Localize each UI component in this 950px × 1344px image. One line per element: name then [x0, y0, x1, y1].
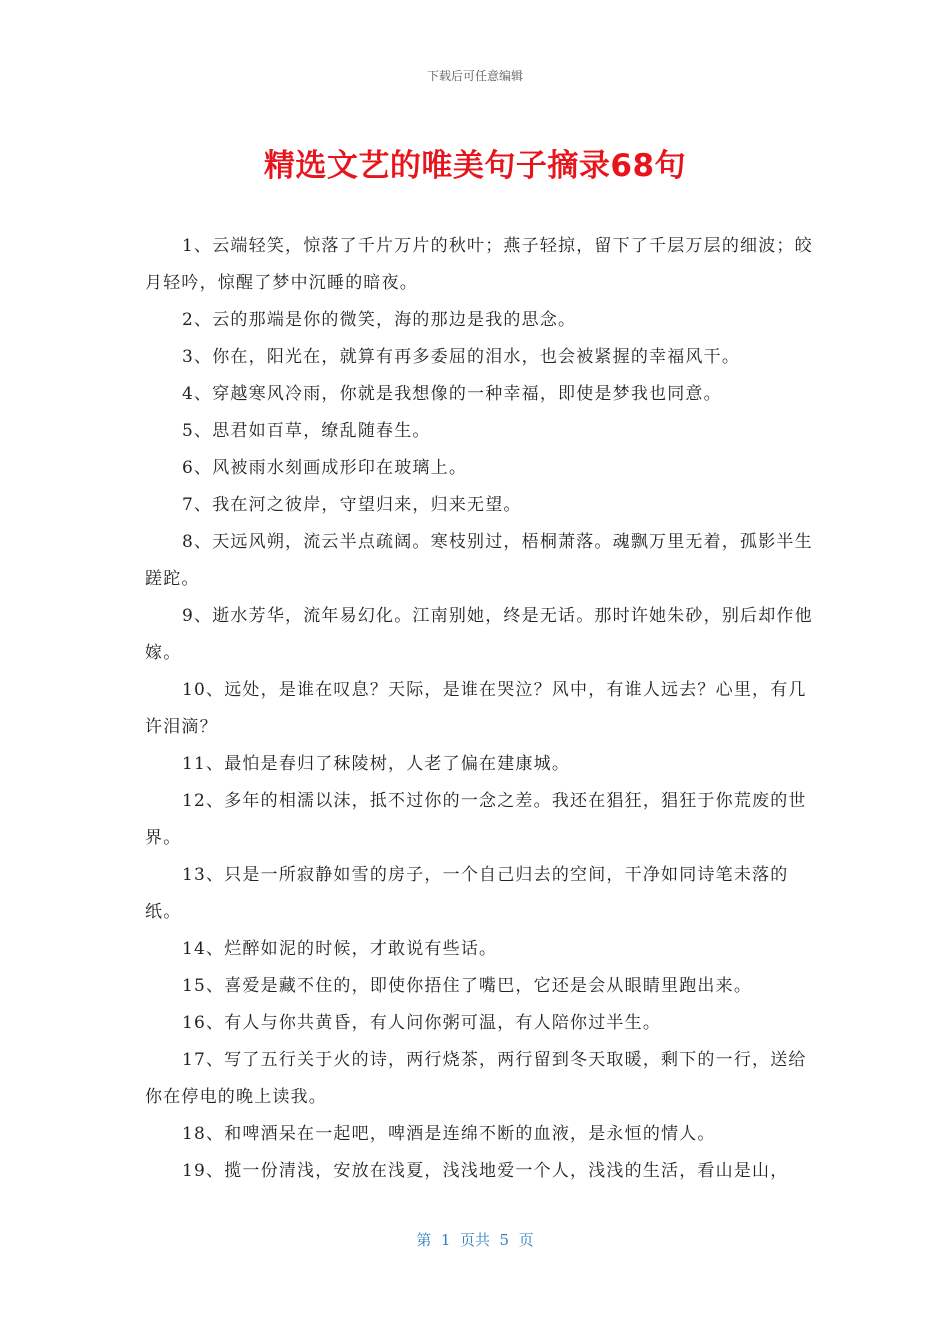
paragraph-14: 14、烂醉如泥的时候，才敢说有些话。 — [182, 939, 498, 959]
paragraph-7: 7、我在河之彼岸，守望归来，归来无望。 — [182, 495, 522, 515]
paragraph-11: 11、最怕是春归了秣陵树，人老了偏在建康城。 — [182, 754, 571, 774]
paragraph-8: 8、天远风朔，流云半点疏阔。寒枝别过，梧桐萧落。魂飘万里无着，孤影半生蹉跎。 — [145, 532, 813, 589]
paragraph-17: 17、写了五行关于火的诗，两行烧茶，两行留到冬天取暖，剩下的一行，送给你在停电的晚上读我。 — [145, 1050, 807, 1107]
paragraph-2: 2、云的那端是你的微笑，海的那边是我的思念。 — [182, 310, 577, 330]
page-footer: 第 1 页共 5 页 — [416, 1231, 534, 1249]
paragraph-16: 16、有人与你共黄昏，有人问你粥可温，有人陪你过半生。 — [182, 1013, 662, 1033]
paragraph-18: 18、和啤酒呆在一起吧，啤酒是连绵不断的血液，是永恒的情人。 — [182, 1124, 716, 1144]
paragraph-5: 5、思君如百草，缭乱随春生。 — [182, 421, 431, 441]
paragraph-12: 12、多年的相濡以沫，抵不过你的一念之差。我还在猖狂，猖狂于你荒废的世界。 — [145, 791, 807, 848]
paragraph-4: 4、穿越寒风冷雨，你就是我想像的一种幸福，即使是梦我也同意。 — [182, 384, 722, 404]
paragraph-10: 10、远处，是谁在叹息？天际，是谁在哭泣？风中，有谁人远去？心里，有几许泪滴？ — [145, 680, 807, 737]
paragraph-3: 3、你在，阳光在，就算有再多委屈的泪水，也会被紧握的幸福风干。 — [182, 347, 741, 367]
paragraph-1: 1、云端轻笑，惊落了千片万片的秋叶；燕子轻掠，留下了千层万层的细波；皎月轻吟，惊醒了梦中沉睡的暗夜。 — [145, 236, 813, 293]
paragraph-15: 15、喜爱是藏不住的，即使你捂住了嘴巴，它还是会从眼睛里跑出来。 — [182, 976, 753, 996]
document-body — [145, 228, 815, 1190]
paragraph-19: 19、揽一份清浅，安放在浅夏，浅浅地爱一个人，浅浅的生活，看山是山， — [182, 1161, 789, 1181]
paragraph-6: 6、风被雨水刻画成形印在玻璃上。 — [182, 458, 468, 478]
paragraph-9: 9、逝水芳华，流年易幻化。江南别她，终是无话。那时许她朱砂，别后却作他嫁。 — [145, 606, 813, 663]
document-title: 精选文艺的唯美句子摘录68句 — [263, 148, 687, 184]
header-note: 下载后可任意编辑 — [426, 69, 523, 83]
paragraph-13: 13、只是一所寂静如雪的房子，一个自己归去的空间，干净如同诗笔未落的纸。 — [145, 865, 789, 922]
